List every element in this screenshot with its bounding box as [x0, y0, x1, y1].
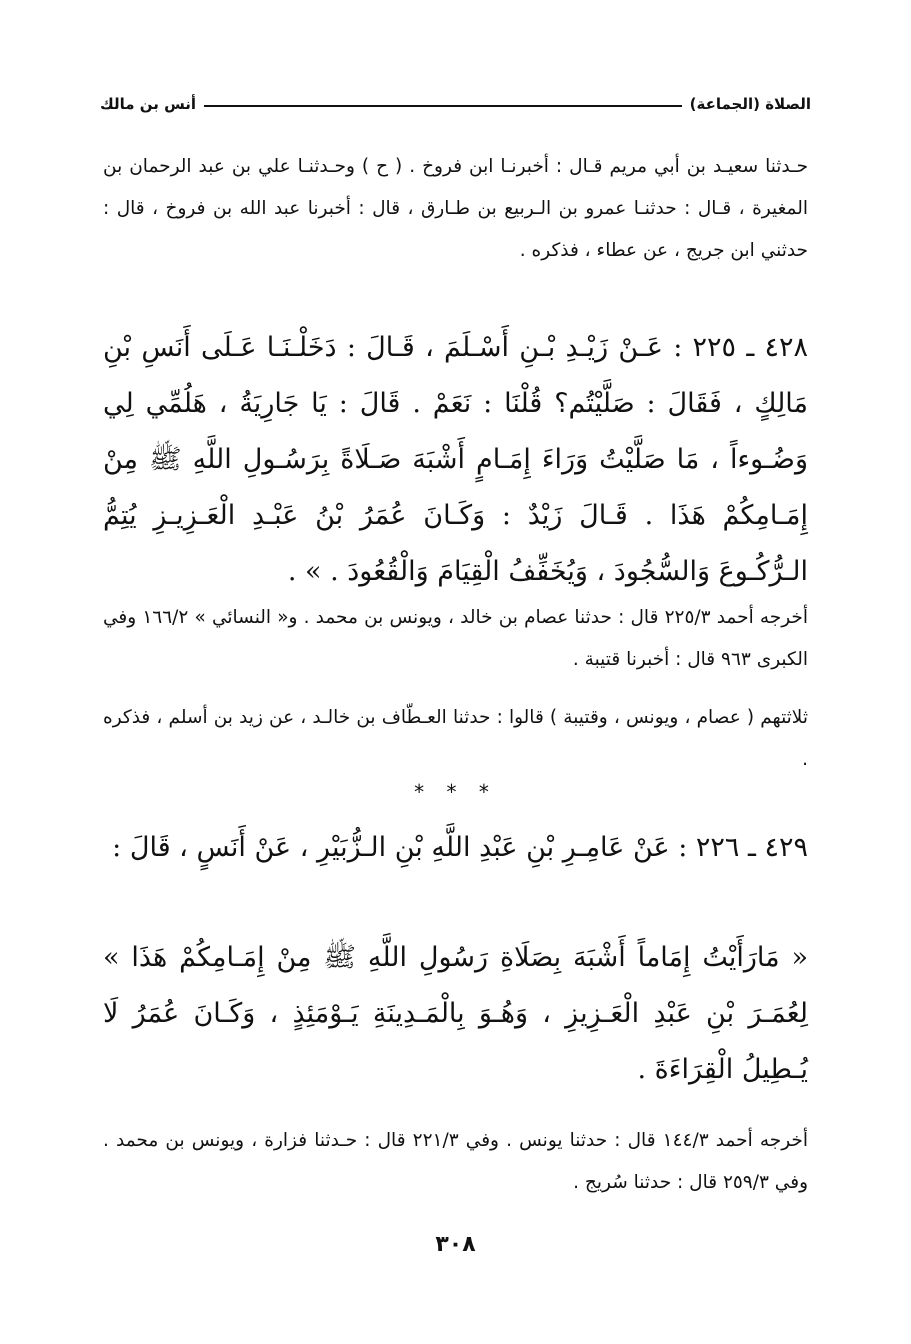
takhrij-429-paragraph: أخرجه أحمد ١٤٤/٣ قال : حدثنا يونس . وفي ٢٢١/٣ قال : حـدثنا فزارة ، ويونس بن محمد . وفي ٢٥٩/٣ قال : حدثنا سُريج .: [103, 1130, 808, 1193]
header-chapter-title: الصلاة (الجماعة): [689, 95, 811, 113]
takhrij-428-paragraph-2: ثلاثتهم ( عصام ، ويونس ، وقتيبة ) قالوا : حدثنا العـطّاف بن خالـد ، عن زيد بن أسلم ، فذكره .: [103, 707, 808, 770]
header-section-title: أنس بن مالك: [100, 95, 197, 113]
hadith-429-text: « مَارَأَيْتُ إِمَاماً أَشْبَهَ بِصَلَاةِ رَسُولِ اللَّهِ ﷺ مِنْ إِمَـامِكُمْ هَذَا » لِعُمَـرَ بْنِ عَبْدِ الْعَـزِيزِ ، وَهُـوَ بِالْمَـدِينَةِ يَـوْمَئِذٍ ، وَكَـانَ عُمَرُ لَا يُـطِيلُ الْقِرَاءَةَ .: [103, 942, 808, 1085]
page-number: ٣٠٨: [435, 1232, 476, 1257]
takhrij-428-paragraph-1: أخرجه أحمد ٢٢٥/٣ قال : حدثنا عصام بن خالد ، ويونس بن محمد . و« النسائي » ١٦٦/٢ وفي الكبرى ٩٦٣ قال : أخبرنا قتيبة .: [103, 607, 808, 670]
isnad-intro-paragraph: حـدثنا سعيـد بن أبي مريم قـال : أخبرنـا ابن فروخ . ( ح ) وحـدثنـا علي بن عبد الرحمان بن المغيرة ، قـال : حدثنـا عمرو بن الـربيع بن طـارق ، قال : أخبرنا عبد الله بن فروخ ، قال : حدثني ابن جريج ، عن عطاء ، فذكره .: [103, 156, 808, 261]
hadith-428-text: ٤٢٨ ـ ٢٢٥ : عَـنْ زَيْـدِ بْـنِ أَسْـلَمَ ، قَـالَ : دَخَلْـنَـا عَـلَى أَنَسِ بْنِ مَالِكٍ ، فَقَالَ : صَلَّيْتُم؟ قُلْنَا : نَعَمْ . قَالَ : يَا جَارِيَةُ ، هَلُمِّي لِي وَضُـوءاً ، مَا صَلَّيْتُ وَرَاءَ إِمَـامٍ أَشْبَهَ صَـلَاةً بِرَسُـولِ اللَّهِ ﷺ مِنْ إِمَـامِكُمْ هَذَا . قَـالَ زَيْدٌ : وَكَـانَ عُمَرُ بْنُ عَبْـدِ الْعَـزِيـزِ يُتِمُّ الـرُّكُـوعَ وَالسُّجُودَ ، وَيُخَفِّفُ الْقِيَامَ وَالْقُعُودَ . » .: [103, 332, 808, 587]
header-rule: [204, 105, 682, 107]
section-separator: * * *: [414, 780, 497, 804]
running-header: [100, 92, 811, 116]
hadith-429-chain: ٤٢٩ ـ ٢٢٦ : عَنْ عَامِـرِ بْنِ عَبْدِ اللَّهِ بْنِ الـزُّبَيْرِ ، عَنْ أَنَسٍ ، قَالَ :: [112, 832, 808, 863]
